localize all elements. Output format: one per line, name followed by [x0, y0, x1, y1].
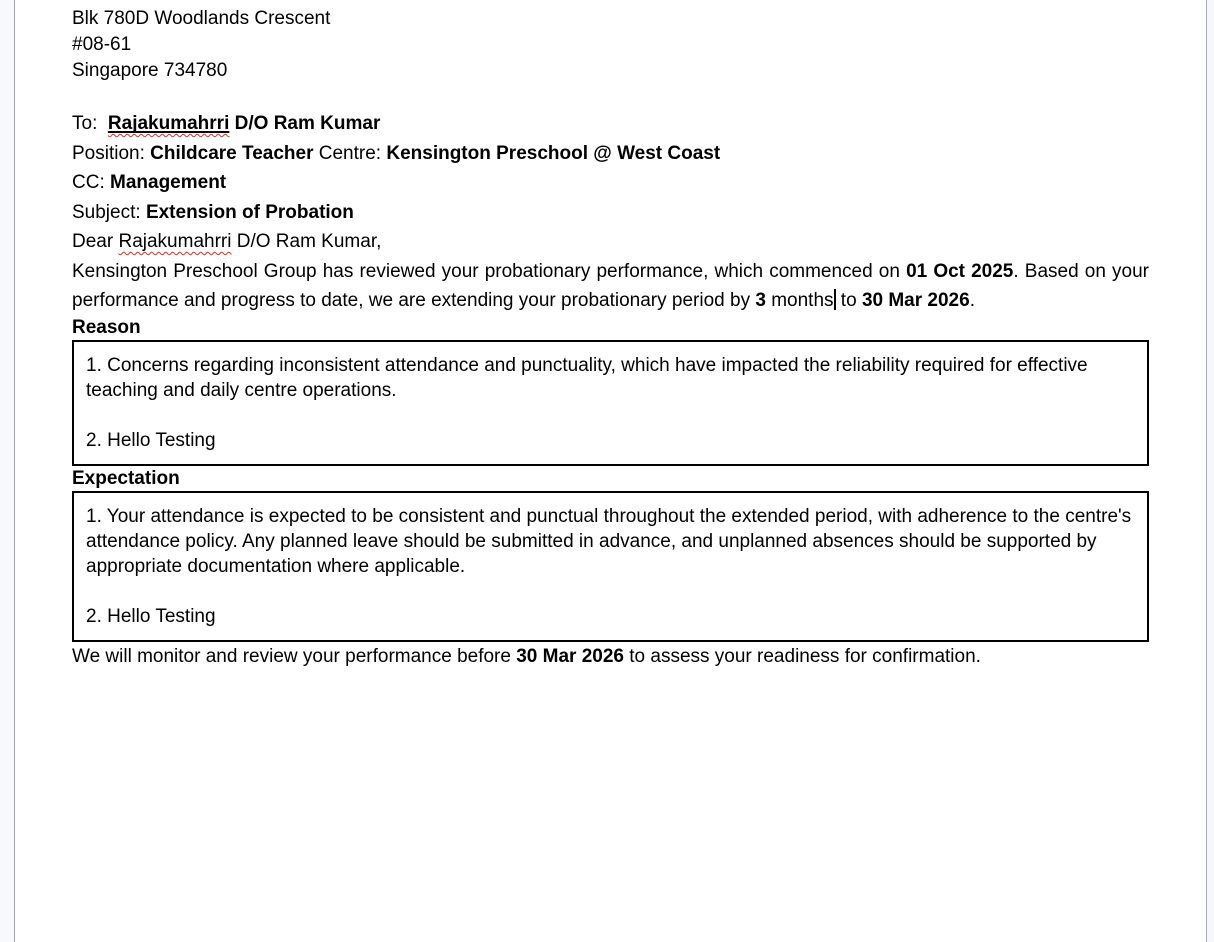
closing-seg-2: to assess your readiness for confirmation. [623, 645, 981, 667]
centre-value: Kensington Preschool @ West Coast [386, 142, 721, 164]
centre-label: Centre: [313, 142, 387, 164]
subject-line [72, 198, 1149, 228]
reason-item-1: 1. Concerns regarding inconsistent attendance and punctuality, which have impacted the reliability required for effective teaching and daily centre operations. [86, 354, 1088, 401]
salutation-name-misspelled: Rajakumahrri [118, 231, 232, 252]
reason-heading: Reason [72, 316, 141, 338]
body-seg-5: . [969, 289, 975, 311]
cc-label: CC: [72, 172, 110, 193]
expectation-item-1: 1. Your attendance is expected to be consistent and punctual throughout the extended period, with adherence to the centre's attendance policy. Any planned leave should be submitted in advance, and unplanned absences should be supported by appropriate documentation where applicable. [86, 505, 1132, 577]
position-label: Position: [72, 142, 151, 164]
end-date: 30 Mar 2026 [861, 289, 970, 311]
reason-item-2: 2. Hello Testing [86, 429, 216, 451]
address-line-2: #08-61 [72, 34, 132, 55]
commenced-date: 01 Oct 2025 [906, 260, 1014, 282]
extension-number: 3 [755, 289, 766, 311]
review-date: 30 Mar 2026 [516, 645, 624, 667]
recipient-name-rest: D/O Ram Kumar [229, 113, 381, 134]
closing-paragraph [72, 642, 1149, 671]
body-paragraph[interactable] [72, 257, 1149, 315]
salutation-suffix: D/O Ram Kumar, [231, 231, 382, 252]
left-pane-divider [0, 0, 15, 942]
subject-value: Extension of Probation [145, 201, 354, 223]
closing-seg-1: We will monitor and review your performance before [72, 645, 517, 667]
position-centre-line [72, 139, 1149, 169]
letter-editor[interactable] [72, 6, 1149, 671]
expectation-item-2: 2. Hello Testing [86, 605, 216, 627]
salutation-prefix: Dear [72, 231, 119, 252]
salutation-line [72, 227, 1149, 257]
body-seg-2: . Based on your performance and progress to date, we are extending your probationary period by [72, 260, 1149, 311]
reason-box[interactable] [72, 340, 1149, 466]
address-line-3: Singapore 734780 [72, 60, 228, 81]
cc-value: Management [110, 172, 227, 193]
recipient-name [108, 113, 229, 134]
to-label: To: [72, 113, 108, 134]
address-line-1: Blk 780D Woodlands Crescent [72, 8, 331, 29]
right-pane-divider [1206, 0, 1214, 942]
subject-label: Subject: [72, 201, 146, 223]
cc-line [72, 168, 1149, 198]
body-seg-1: Kensington Preschool Group has reviewed your probationary performance, which commenced on [72, 260, 907, 282]
position-value: Childcare Teacher [150, 142, 314, 164]
expectation-box[interactable] [72, 491, 1149, 642]
body-seg-3: months [765, 289, 834, 311]
to-line [72, 109, 1149, 139]
expectation-heading: Expectation [72, 467, 180, 489]
sender-address-block [72, 6, 1149, 84]
body-seg-4: to [835, 289, 862, 311]
recipient-block [72, 109, 1149, 198]
recipient-name-misspelled: Rajakumahrri [107, 113, 230, 134]
